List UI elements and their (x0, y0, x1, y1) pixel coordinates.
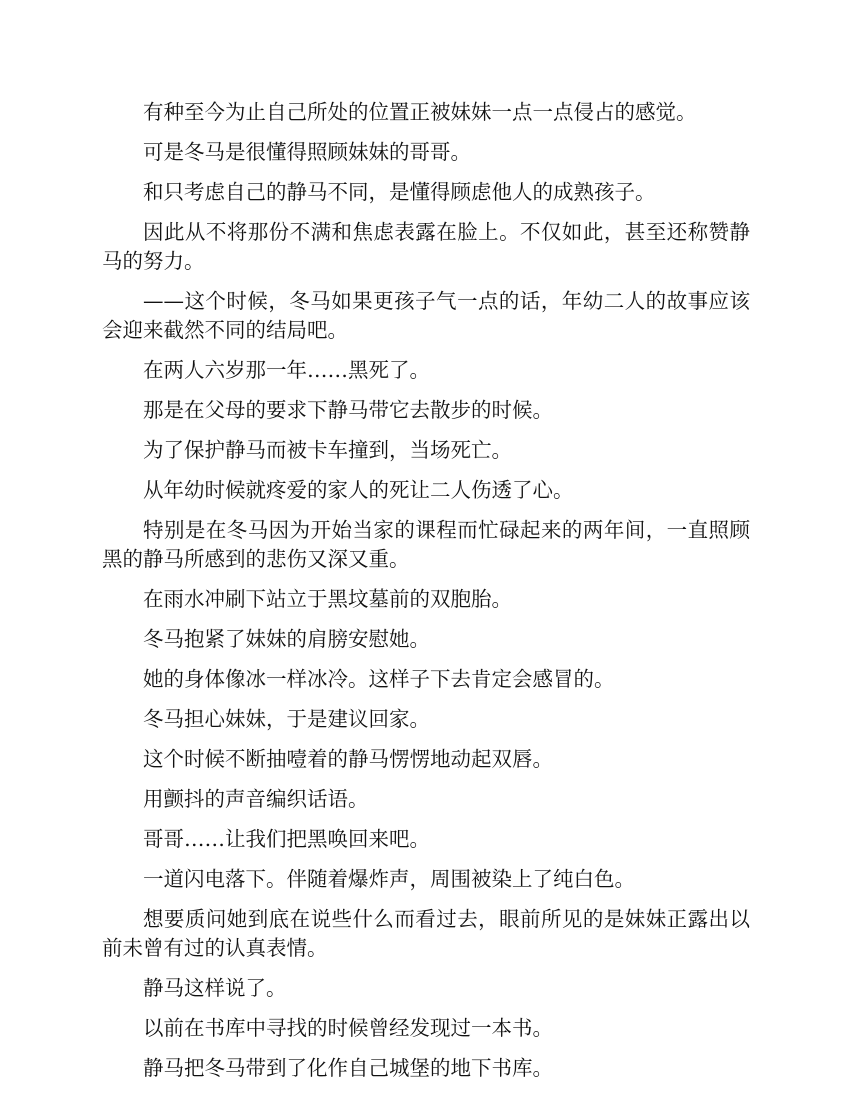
paragraph: 冬马担心妹妹，于是建议回家。 (143, 707, 430, 731)
paragraph: 一道闪电落下。伴随着爆炸声，周围被染上了纯白色。 (143, 867, 635, 891)
paragraph: 她的身体像冰一样冰冷。这样子下去肯定会感冒的。 (143, 667, 615, 691)
paragraph: 可是冬马是很懂得照顾妹妹的哥哥。 (143, 140, 471, 164)
paragraph: 和只考虑自己的静马不同，是懂得顾虑他人的成熟孩子。 (143, 180, 656, 204)
paragraph: 有种至今为止自己所处的位置正被妹妹一点一点侵占的感觉。 (143, 100, 697, 124)
paragraph: 以前在书库中寻找的时候曾经发现过一本书。 (143, 1016, 553, 1040)
paragraph: 用颤抖的声音编织话语。 (143, 787, 369, 811)
paragraph: 哥哥……让我们把黑唤回来吧。 (143, 827, 430, 851)
paragraph: 想要质问她到底在说些什么而看过去，眼前所见的是妹妹正露出以前未曾有过的认真表情。 (102, 907, 750, 960)
paragraph: 静马把冬马带到了化作自己城堡的地下书库。 (143, 1056, 553, 1080)
paragraph: 静马这样说了。 (143, 976, 287, 1000)
paragraph: 为了保护静马而被卡车撞到，当场死亡。 (143, 438, 512, 462)
paragraph: 因此从不将那份不满和焦虑表露在脸上。不仅如此，甚至还称赞静马的努力。 (102, 220, 750, 273)
paragraph: 这个时候不断抽噎着的静马愣愣地动起双唇。 (143, 747, 553, 771)
paragraph: 那是在父母的要求下静马带它去散步的时候。 (143, 398, 553, 422)
document-body (102, 98, 750, 1094)
paragraph: 在雨水冲刷下站立于黑坟墓前的双胞胎。 (143, 587, 512, 611)
paragraph: 在两人六岁那一年……黑死了。 (143, 358, 430, 382)
paragraph: 特别是在冬马因为开始当家的课程而忙碌起来的两年间，一直照顾黑的静马所感到的悲伤又深又重。 (102, 518, 750, 571)
paragraph: 从年幼时候就疼爱的家人的死让二人伤透了心。 (143, 478, 574, 502)
paragraph: ——这个时候，冬马如果更孩子气一点的话，年幼二人的故事应该会迎来截然不同的结局吧。 (102, 289, 750, 342)
paragraph: 冬马抱紧了妹妹的肩膀安慰她。 (143, 627, 430, 651)
